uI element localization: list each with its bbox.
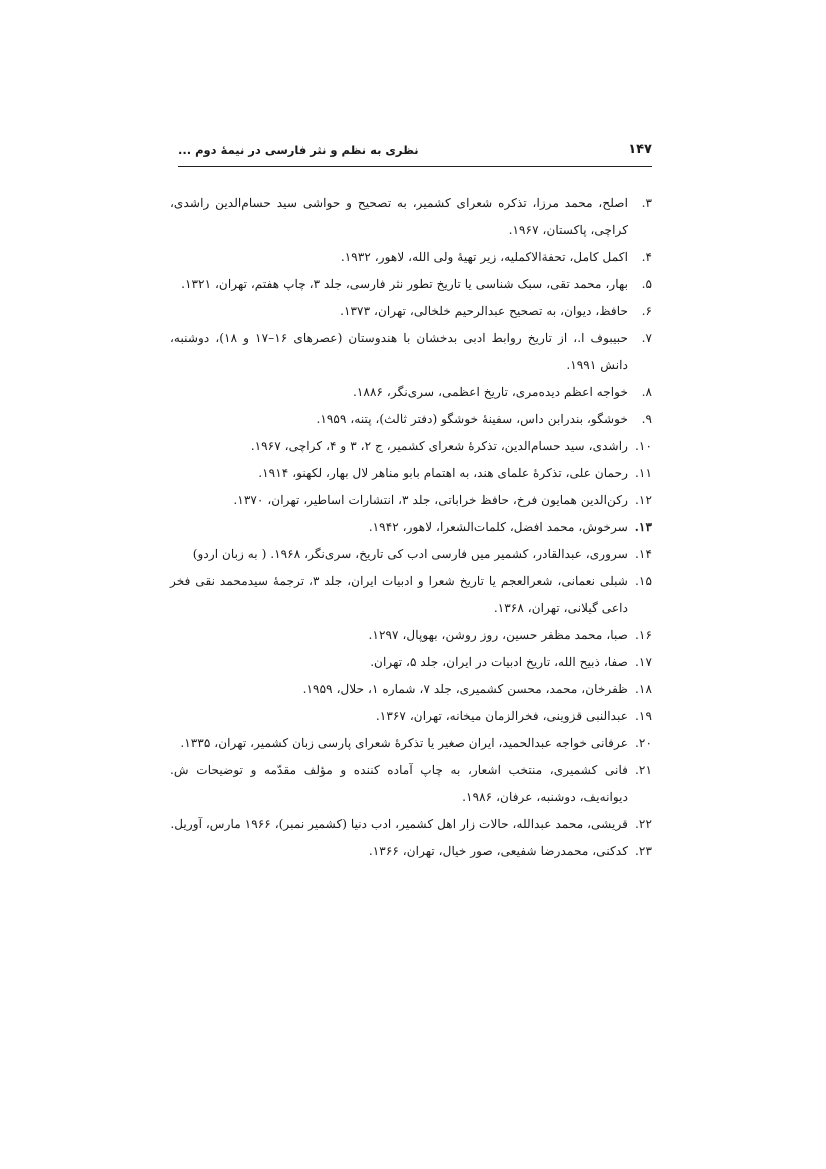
- reference-number: ۱۰.: [635, 439, 652, 453]
- reference-number: ۱۳.: [634, 520, 652, 534]
- reference-number: ۲۲.: [635, 817, 652, 831]
- reference-number: ۹.: [641, 412, 652, 426]
- reference-item: [170, 541, 652, 568]
- reference-item: [170, 379, 652, 406]
- reference-number: ۱۲.: [635, 493, 652, 507]
- running-title: نظری به نظم و نثر فارسی در نیمهٔ دوم ...: [178, 143, 419, 157]
- reference-item: [170, 622, 652, 649]
- reference-item: [170, 811, 652, 838]
- reference-text: حافظ، دیوان، به تصحیح عبدالرحیم خلخالی، تهران، ۱۳۷۳.: [340, 304, 628, 318]
- reference-number: ۱۵.: [635, 574, 652, 588]
- reference-item: [170, 406, 652, 433]
- reference-item: [170, 568, 652, 622]
- reference-item: [170, 325, 652, 379]
- reference-text: اصلح، محمد مرزا، تذکره شعرای کشمیر، به تصحیح و حواشی سید حسام‌الدین راشدی، کراچی، پاکستان، ۱۹۶۷.: [170, 196, 628, 237]
- reference-text: ظفرخان، محمد، محسن کشمیری، جلد ۷، شماره ۱، حلال، ۱۹۵۹.: [302, 682, 628, 696]
- reference-text: رحمان علی، تذکرهٔ علمای هند، به اهتمام بابو مناهر لال بهار، لکهنو، ۱۹۱۴.: [258, 466, 628, 480]
- page-header: [178, 140, 652, 167]
- reference-number: ۱۹.: [635, 709, 652, 723]
- reference-text: خوشگو، بندرابن داس، سفینهٔ خوشگو (دفتر ثالث)، پتنه، ۱۹۵۹.: [316, 412, 628, 426]
- reference-item: [170, 649, 652, 676]
- reference-item: [170, 676, 652, 703]
- reference-item: [170, 460, 652, 487]
- reference-item: [170, 514, 652, 541]
- reference-number: ۱۸.: [635, 682, 652, 696]
- reference-text: صبا، محمد مظفر حسین، روز روشن، بهوپال، ۱۲۹۷.: [368, 628, 628, 642]
- reference-text: سروری، عبدالقادر، کشمیر میں فارسی ادب کی تاریخ، سری‌نگر، ۱۹۶۸. ( به زبان اردو): [192, 547, 628, 561]
- reference-item: [170, 838, 652, 865]
- reference-number: ۲۱.: [635, 763, 652, 777]
- reference-list: [170, 190, 652, 865]
- reference-item: [170, 190, 652, 244]
- reference-item: [170, 298, 652, 325]
- reference-number: ۱۴.: [635, 547, 652, 561]
- reference-number: ۷.: [641, 331, 652, 345]
- reference-text: صفا، ذبیح الله، تاریخ ادبیات در ایران، جلد ۵، تهران.: [370, 655, 628, 669]
- page-number: ۱۴۷: [628, 142, 652, 157]
- reference-number: ۴.: [641, 250, 652, 264]
- reference-text: خواجه اعظم دیده‌مری، تاریخ اعظمی، سری‌نگر، ۱۸۸۶.: [353, 385, 628, 399]
- reference-number: ۶.: [641, 304, 652, 318]
- reference-number: ۵.: [641, 277, 652, 291]
- reference-number: ۲۰.: [635, 736, 652, 750]
- reference-number: ۸.: [641, 385, 652, 399]
- reference-item: [170, 730, 652, 757]
- reference-text: کدکنی، محمدرضا شفیعی، صور خیال، تهران، ۱۳۶۶.: [368, 844, 628, 858]
- reference-number: ۱۱.: [635, 466, 652, 480]
- reference-text: شبلی نعمانی، شعرالعجم یا تاریخ شعرا و ادبیات ایران، جلد ۳، ترجمهٔ سیدمحمد نقی فخر داعی گیلانی، تهران، ۱۳۶۸.: [170, 574, 628, 615]
- reference-item: [170, 433, 652, 460]
- reference-text: اکمل کامل، تحفةالاکملیه، زیر تهیهٔ ولی الله، لاهور، ۱۹۳۲.: [340, 250, 628, 264]
- reference-item: [170, 244, 652, 271]
- reference-text: فانی کشمیری، منتخب اشعار، به چاپ آماده کننده و مؤلف مقدّمه و توضیحات ش. دیوانه‌یف، دوشنبه، عرفان، ۱۹۸۶.: [170, 763, 628, 804]
- reference-item: [170, 487, 652, 514]
- reference-number: ۱۷.: [635, 655, 652, 669]
- reference-text: راشدی، سید حسام‌الدین، تذکرهٔ شعرای کشمیر، ج ۲، ۳ و ۴، کراچی، ۱۹۶۷.: [250, 439, 628, 453]
- reference-item: [170, 703, 652, 730]
- reference-number: ۲۳.: [635, 844, 652, 858]
- reference-item: [170, 271, 652, 298]
- reference-number: ۱۶.: [635, 628, 652, 642]
- reference-number: ۳.: [641, 196, 652, 210]
- reference-text: بهار، محمد تقی، سبک شناسی یا تاریخ تطور نثر فارسی، جلد ۳، چاپ هفتم، تهران، ۱۳۲۱.: [181, 277, 628, 291]
- reference-text: حبیبوف ا.، از تاریخ روابط ادبی بدخشان با هندوستان (عصرهای ۱۶–۱۷ و ۱۸)، دوشنبه، دانش ۱۹۹۱.: [170, 331, 628, 372]
- reference-text: عرفانی خواجه عبدالحمید، ایران صغیر یا تذکرهٔ شعرای پارسی زبان کشمیر، تهران، ۱۳۳۵.: [180, 736, 628, 750]
- reference-text: سرخوش، محمد افضل، کلمات‌الشعرا، لاهور، ۱۹۴۲.: [368, 520, 628, 534]
- reference-text: عبدالنبی قزوینی، فخرالزمان میخانه، تهران، ۱۳۶۷.: [375, 709, 628, 723]
- reference-item: [170, 757, 652, 811]
- reference-text: رکن‌الدین همایون فرخ، حافظ خراباتی، جلد ۳، انتشارات اساطیر، تهران، ۱۳۷۰.: [233, 493, 628, 507]
- reference-text: قریشی، محمد عبدالله، حالات زار اهل کشمیر، ادب دنیا (کشمیر نمبر)، ۱۹۶۶ مارس، آوریل.: [170, 817, 628, 831]
